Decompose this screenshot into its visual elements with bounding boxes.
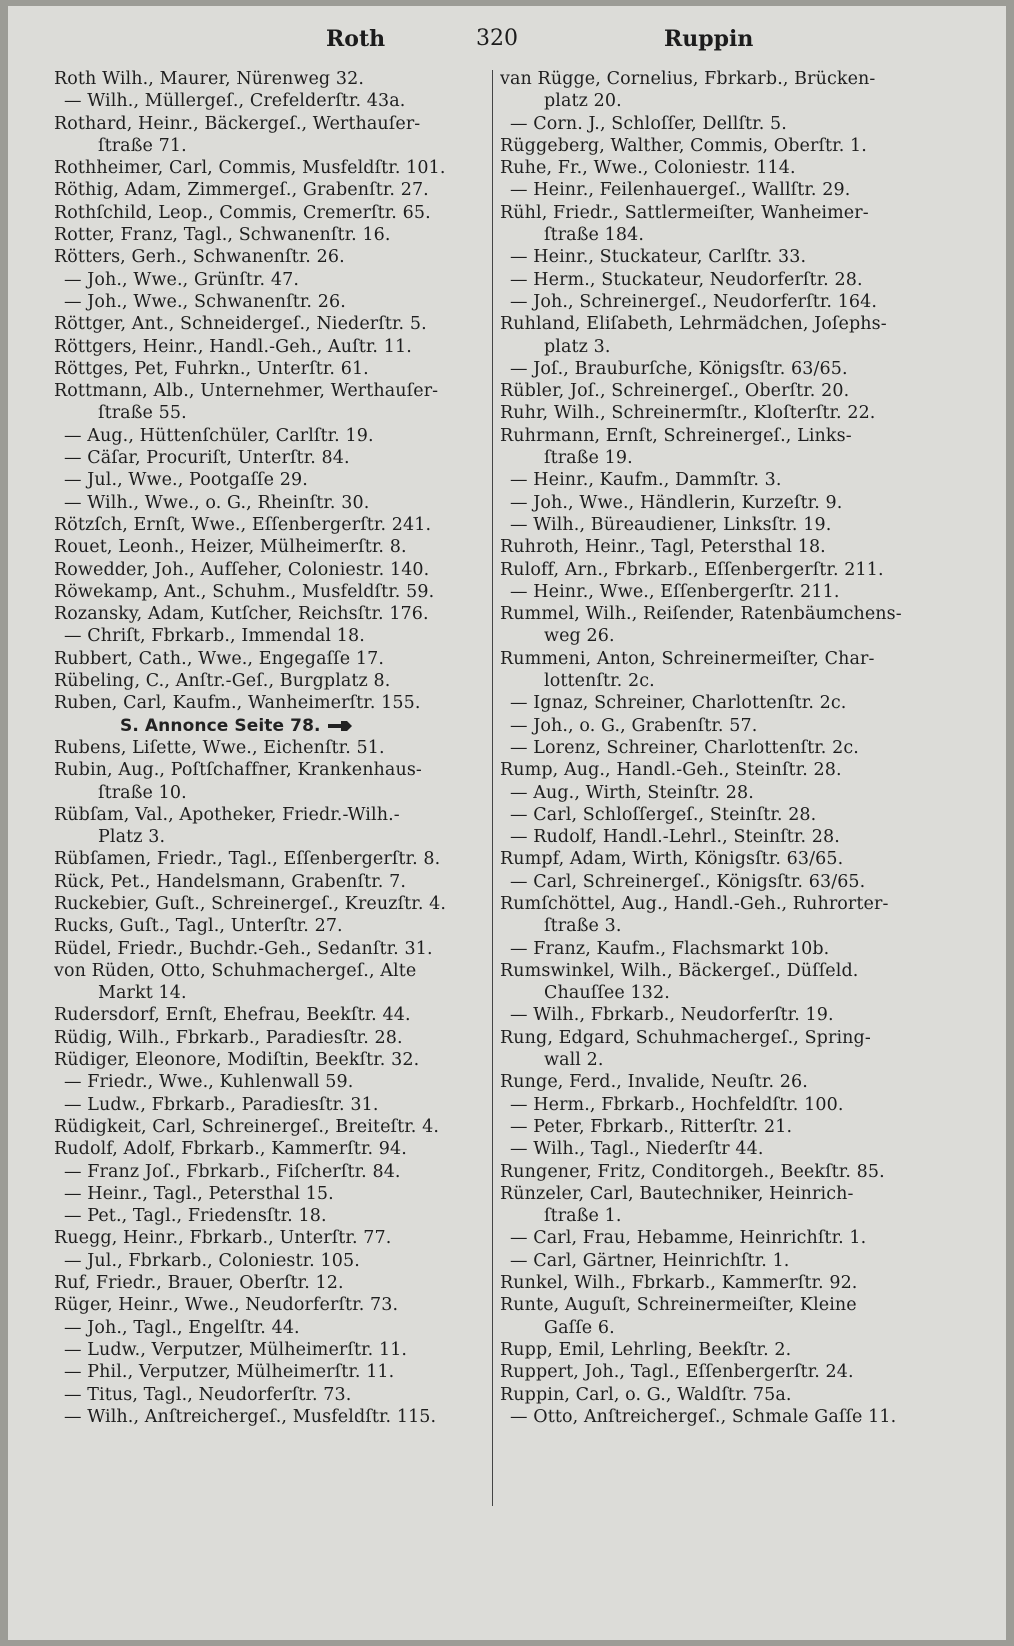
entry-text: Rubin, Aug., Poſtſchaffner, Krankenhaus-: [54, 760, 422, 781]
directory-entry: [54, 759, 494, 781]
directory-entry: [500, 402, 946, 424]
directory-entry: [500, 1250, 946, 1272]
directory-entry: [54, 179, 494, 201]
entry-text: — Heinr., Stuckateur, Carlſtr. 33.: [510, 247, 807, 268]
entry-text: platz 20.: [544, 91, 622, 112]
entry-text: Rubens, Liſette, Wwe., Eichenſtr. 51.: [54, 737, 385, 758]
entry-text: — Joſ., Brauburſche, Königsſtr. 63/65.: [510, 358, 848, 379]
directory-entry: [500, 982, 946, 1004]
entry-text: — Titus, Tagl., Neudorferſtr. 73.: [64, 1384, 352, 1405]
entry-text: weg 26.: [544, 626, 615, 647]
directory-entry: [54, 737, 494, 759]
directory-entry: [500, 1049, 946, 1071]
entry-text: Rothard, Heinr., Bäckergeſ., Werthauſer-: [54, 113, 421, 134]
directory-entry: [54, 135, 494, 157]
directory-entry: [500, 1406, 946, 1428]
entry-text: ſtraße 3.: [544, 916, 622, 937]
directory-entry: [500, 313, 946, 335]
entry-text: — Wilh., Müllergeſ., Crefelderſtr. 43a.: [64, 91, 406, 112]
directory-entry: [54, 514, 494, 536]
entry-text: — Herm., Stuckateur, Neudorferſtr. 28.: [510, 269, 863, 290]
directory-entry: [54, 915, 494, 937]
entry-text: Rummel, Wilh., Reiſender, Ratenbäumchens-: [500, 604, 902, 625]
directory-entry: [54, 224, 494, 246]
entry-text: Rudersdorf, Ernſt, Ehefrau, Beekſtr. 44.: [54, 1005, 411, 1026]
entry-text: Rübſam, Val., Apotheker, Friedr.-Wilh.-: [54, 804, 400, 825]
directory-entry: [500, 224, 946, 246]
directory-entry: [500, 603, 946, 625]
directory-entry: [500, 625, 946, 647]
directory-entry: [54, 826, 494, 848]
directory-entry: [54, 1406, 494, 1428]
entry-text: Röttgers, Heinr., Handl.-Geh., Auſtr. 11.: [54, 336, 412, 357]
entry-text: Chauſſee 132.: [544, 983, 670, 1004]
entry-text: ſtraße 184.: [544, 225, 644, 246]
entry-text: Rück, Pet., Handelsmann, Grabenſtr. 7.: [54, 871, 407, 892]
entry-text: — Lorenz, Schreiner, Charlottenſtr. 2c.: [510, 737, 859, 758]
entry-text: lottenſtr. 2c.: [544, 671, 655, 692]
directory-entry: [500, 1384, 946, 1406]
directory-entry: [54, 1161, 494, 1183]
directory-entry: [54, 1250, 494, 1272]
directory-entry: [54, 848, 494, 870]
directory-entry: [54, 402, 494, 424]
directory-entry: [54, 1272, 494, 1294]
entry-text: Rotter, Franz, Tagl., Schwanenſtr. 16.: [54, 225, 391, 246]
entry-text: Rothſchild, Leop., Commis, Cremerſtr. 65.: [54, 202, 431, 223]
entry-text: Rupp, Emil, Lehrling, Beekſtr. 2.: [500, 1339, 792, 1360]
directory-entry: [54, 336, 494, 358]
entry-text: Rüdiger, Eleonore, Modiſtin, Beekſtr. 32.: [54, 1050, 420, 1071]
directory-entry: [54, 1071, 494, 1093]
directory-entry: [500, 782, 946, 804]
directory-entry: [500, 135, 946, 157]
directory-entry: [500, 380, 946, 402]
directory-entry: [54, 269, 494, 291]
entry-text: Ruhe, Fr., Wwe., Coloniestr. 114.: [500, 158, 796, 179]
directory-entry: [54, 1361, 494, 1383]
entry-text: — Chriſt, Fbrkarb., Immendal 18.: [64, 626, 365, 647]
directory-entry: [54, 625, 494, 647]
entry-text: Rumswinkel, Wilh., Bäckergeſ., Düſſeld.: [500, 960, 859, 981]
directory-entry: [500, 848, 946, 870]
entry-text: Ruben, Carl, Kaufm., Wanheimerſtr. 155.: [54, 693, 421, 714]
directory-entry: [500, 1339, 946, 1361]
entry-text: Ruloff, Arn., Fbrkarb., Eſſenbergerſtr. 211.: [500, 559, 884, 580]
directory-entry: [54, 425, 494, 447]
entry-text: — Franz, Kaufm., Flachsmarkt 10b.: [510, 938, 830, 959]
entry-text: — Corn. J., Schloſſer, Dellſtr. 5.: [510, 113, 787, 134]
directory-entry: [54, 648, 494, 670]
directory-entry: [500, 1094, 946, 1116]
entry-text: — Aug., Wirth, Steinſtr. 28.: [510, 782, 754, 803]
entry-text: — Franz Joſ., Fbrkarb., Fiſcherſtr. 84.: [64, 1161, 401, 1182]
directory-entry: [500, 514, 946, 536]
entry-text: Rudolf, Adolf, Fbrkarb., Kammerſtr. 94.: [54, 1139, 407, 1160]
directory-entry: [54, 447, 494, 469]
entry-text: Runkel, Wilh., Fbrkarb., Kammerſtr. 92.: [500, 1273, 858, 1294]
entry-text: — Friedr., Wwe., Kuhlenwall 59.: [64, 1072, 354, 1093]
directory-entry: [500, 425, 946, 447]
entry-text: — Wilh., Fbrkarb., Neudorferſtr. 19.: [510, 1005, 834, 1026]
entry-text: Rung, Edgard, Schuhmachergeſ., Spring-: [500, 1027, 871, 1048]
entry-text: — Joh., Wwe., Schwanenſtr. 26.: [64, 291, 346, 312]
entry-text: ſtraße 71.: [98, 135, 187, 156]
entry-text: Rungener, Fritz, Conditorgeh., Beekſtr. 85.: [500, 1161, 885, 1182]
directory-entry: [54, 1004, 494, 1026]
directory-entry: [54, 1116, 494, 1138]
directory-entry: [500, 826, 946, 848]
entry-text: — Heinr., Feilenhauergeſ., Wallſtr. 29.: [510, 180, 851, 201]
directory-entry: [54, 1294, 494, 1316]
directory-entry: [500, 269, 946, 291]
left-column: [54, 68, 494, 1428]
directory-entry: [54, 1384, 494, 1406]
entry-text: ſtraße 1.: [544, 1206, 622, 1227]
entry-text: ſtraße 55.: [98, 403, 187, 424]
directory-entry: [54, 1339, 494, 1361]
directory-entry: [54, 559, 494, 581]
directory-entry: [54, 1317, 494, 1339]
directory-entry: [54, 68, 494, 90]
entry-text: — Wilh., Tagl., Niederſtr 44.: [510, 1139, 764, 1160]
entry-text: Röthig, Adam, Zimmergeſ., Grabenſtr. 27.: [54, 180, 429, 201]
directory-entry: [500, 358, 946, 380]
directory-entry: [500, 1071, 946, 1093]
directory-entry: [54, 313, 494, 335]
entry-text: — Joh., Wwe., Händlerin, Kurzeſtr. 9.: [510, 492, 843, 513]
entry-text: — Joh., o. G., Grabenſtr. 57.: [510, 715, 758, 736]
entry-text: Rump, Aug., Handl.-Geh., Steinſtr. 28.: [500, 760, 842, 781]
directory-entry: [500, 202, 946, 224]
entry-text: Runge, Ferd., Invalide, Neuſtr. 26.: [500, 1072, 808, 1093]
entry-text: S. Annonce Seite 78.: [120, 715, 321, 736]
directory-entry: [500, 871, 946, 893]
entry-text: Röwekamp, Ant., Schuhm., Musfeldſtr. 59.: [54, 581, 435, 602]
directory-entry: [500, 1272, 946, 1294]
entry-text: Rünzeler, Carl, Bautechniker, Heinrich-: [500, 1183, 854, 1204]
entry-text: — Wilh., Anſtreichergeſ., Musfeldſtr. 115.: [64, 1406, 437, 1427]
directory-entry: [54, 1183, 494, 1205]
directory-entry: [500, 336, 946, 358]
entry-text: — Ignaz, Schreiner, Charlottenſtr. 2c.: [510, 693, 847, 714]
entry-text: — Herm., Fbrkarb., Hochfeldſtr. 100.: [510, 1094, 844, 1115]
entry-text: van Rügge, Cornelius, Fbrkarb., Brücken-: [500, 69, 876, 89]
entry-text: Platz 3.: [98, 827, 166, 848]
entry-text: Ruhrmann, Ernſt, Schreinergeſ., Links-: [500, 425, 852, 446]
entry-text: — Peter, Fbrkarb., Ritterſtr. 21.: [510, 1116, 793, 1137]
entry-text: Runte, Auguſt, Schreinermeiſter, Kleine: [500, 1295, 857, 1316]
directory-entry: [500, 581, 946, 603]
entry-text: Rötters, Gerh., Schwanenſtr. 26.: [54, 247, 345, 268]
pointing-hand-icon: [327, 719, 353, 733]
directory-entry: [500, 692, 946, 714]
directory-entry: [500, 291, 946, 313]
entry-text: — Heinr., Wwe., Eſſenbergerſtr. 211.: [510, 581, 840, 602]
entry-text: Rowedder, Joh., Aufſeher, Coloniestr. 140.: [54, 559, 430, 580]
directory-entry: [54, 358, 494, 380]
directory-entry: [500, 492, 946, 514]
entry-text: Rumſchöttel, Aug., Handl.-Geh., Ruhrorter-: [500, 893, 889, 914]
directory-entry: [500, 938, 946, 960]
entry-text: — Joh., Wwe., Grünſtr. 47.: [64, 269, 299, 290]
entry-text: — Ludw., Fbrkarb., Paradiesſtr. 31.: [64, 1094, 379, 1115]
directory-entry: [500, 759, 946, 781]
directory-entry: [500, 1183, 946, 1205]
entry-text: — Pet., Tagl., Friedensſtr. 18.: [64, 1206, 327, 1227]
directory-entry: [500, 893, 946, 915]
directory-entry: [500, 804, 946, 826]
entry-text: Rozansky, Adam, Kutſcher, Reichsſtr. 176.: [54, 604, 429, 625]
entry-text: Rüdel, Friedr., Buchdr.-Geh., Sedanſtr. 31.: [54, 938, 433, 959]
directory-entry: [500, 737, 946, 759]
directory-entry: [500, 179, 946, 201]
entry-text: Rübſamen, Friedr., Tagl., Eſſenbergerſtr. 8.: [54, 849, 441, 870]
entry-text: Ruppert, Joh., Tagl., Eſſenbergerſtr. 24.: [500, 1362, 854, 1383]
entry-text: — Carl, Gärtner, Heinrichſtr. 1.: [510, 1250, 790, 1271]
entry-text: Ruhland, Eliſabeth, Lehrmädchen, Joſephs-: [500, 314, 887, 335]
entry-text: Markt 14.: [98, 983, 187, 1004]
directory-entry: [500, 536, 946, 558]
entry-text: platz 3.: [544, 336, 611, 357]
entry-text: Rumpf, Adam, Wirth, Königsſtr. 63/65.: [500, 849, 844, 870]
directory-entry: [54, 202, 494, 224]
header-right-keyword: Ruppin: [664, 26, 754, 52]
directory-entry: [54, 157, 494, 179]
entry-text: Rüggeberg, Walther, Commis, Oberſtr. 1.: [500, 135, 867, 156]
directory-entry: [54, 1138, 494, 1160]
directory-entry: [500, 960, 946, 982]
directory-entry: [500, 157, 946, 179]
entry-text: Rummeni, Anton, Schreinermeiſter, Char-: [500, 648, 875, 669]
directory-entry: [500, 1138, 946, 1160]
entry-text: Rubbert, Cath., Wwe., Engegaſſe 17.: [54, 648, 385, 669]
directory-entry: [500, 469, 946, 491]
directory-entry: [500, 1227, 946, 1249]
entry-text: wall 2.: [544, 1050, 604, 1071]
directory-entry: [54, 1094, 494, 1116]
entry-text: Ruegg, Heinr., Fbrkarb., Unterſtr. 77.: [54, 1228, 392, 1249]
entry-text: Rucks, Guſt., Tagl., Unterſtr. 27.: [54, 916, 343, 937]
entry-text: — Aug., Hüttenſchüler, Carlſtr. 19.: [64, 425, 374, 446]
entry-text: Ruhroth, Heinr., Tagl, Petersthal 18.: [500, 537, 826, 558]
directory-entry: [54, 1205, 494, 1227]
directory-entry: [54, 1227, 494, 1249]
entry-text: Roth Wilh., Maurer, Nürenweg 32.: [54, 69, 365, 89]
directory-entry: [54, 1027, 494, 1049]
entry-text: von Rüden, Otto, Schuhmachergeſ., Alte: [54, 960, 417, 981]
directory-entry: [500, 447, 946, 469]
entry-text: — Carl, Frau, Hebamme, Heinrichſtr. 1.: [510, 1228, 867, 1249]
directory-entry: [54, 871, 494, 893]
directory-entry: [54, 603, 494, 625]
entry-text: Rötzſch, Ernſt, Wwe., Eſſenbergerſtr. 241.: [54, 514, 432, 535]
directory-entry: [500, 1027, 946, 1049]
entry-text: — Jul., Wwe., Pootgaſſe 29.: [64, 470, 308, 491]
directory-entry: [54, 581, 494, 603]
directory-entry: [500, 1161, 946, 1183]
directory-page: [8, 6, 1006, 1640]
directory-entry: [54, 536, 494, 558]
entry-text: — Heinr., Tagl., Petersthal 15.: [64, 1183, 334, 1204]
directory-entry: [500, 90, 946, 112]
entry-text: Rübler, Joſ., Schreinergeſ., Oberſtr. 20.: [500, 381, 850, 402]
entry-text: — Phil., Verputzer, Mülheimerſtr. 11.: [64, 1362, 395, 1383]
page-number: 320: [476, 26, 518, 51]
directory-entry: [54, 492, 494, 514]
entry-text: Rüdig, Wilh., Fbrkarb., Paradiesſtr. 28.: [54, 1027, 403, 1048]
entry-text: — Carl, Schreinergeſ., Königsſtr. 63/65.: [510, 871, 866, 892]
header-left-keyword: Roth: [326, 26, 386, 52]
entry-text: — Wilh., Wwe., o. G., Rheinſtr. 30.: [64, 492, 370, 513]
directory-entry: [54, 113, 494, 135]
entry-text: Rühl, Friedr., Sattlermeiſter, Wanheimer-: [500, 202, 869, 223]
directory-entry: [54, 670, 494, 692]
right-column: [500, 68, 946, 1428]
entry-text: — Wilh., Büreaudiener, Linksſtr. 19.: [510, 514, 832, 535]
entry-text: — Heinr., Kaufm., Dammſtr. 3.: [510, 470, 782, 491]
directory-entry: [500, 1361, 946, 1383]
directory-entry: [54, 692, 494, 714]
entry-text: Rüdigkeit, Carl, Schreinergeſ., Breiteſtr. 4.: [54, 1116, 440, 1137]
entry-text: Rouet, Leonh., Heizer, Mülheimerſtr. 8.: [54, 537, 407, 558]
directory-entry: [500, 1294, 946, 1316]
entry-text: ſtraße 19.: [544, 448, 633, 469]
entry-text: — Otto, Anſtreichergeſ., Schmale Gaſſe 11.: [510, 1406, 897, 1427]
entry-text: — Jul., Fbrkarb., Coloniestr. 105.: [64, 1250, 360, 1271]
directory-entry: [54, 804, 494, 826]
entry-text: Rübeling, C., Anſtr.-Geſ., Burgplatz 8.: [54, 671, 391, 692]
directory-entry: [500, 246, 946, 268]
annonce-reference: [54, 715, 494, 737]
entry-text: Röttger, Ant., Schneidergeſ., Niederſtr. 5.: [54, 314, 427, 335]
directory-entry: [500, 1205, 946, 1227]
directory-entry: [54, 960, 494, 982]
entry-text: Ruf, Friedr., Brauer, Oberſtr. 12.: [54, 1273, 344, 1294]
directory-entry: [54, 938, 494, 960]
directory-entry: [500, 1116, 946, 1138]
entry-text: Rüger, Heinr., Wwe., Neudorferſtr. 73.: [54, 1295, 399, 1316]
entry-text: — Carl, Schloſſergeſ., Steinſtr. 28.: [510, 804, 817, 825]
entry-text: — Joh., Tagl., Engelſtr. 44.: [64, 1317, 300, 1338]
page-header: [8, 20, 1006, 56]
entry-text: — Joh., Schreinergeſ., Neudorferſtr. 164.: [510, 291, 878, 312]
directory-entry: [54, 291, 494, 313]
entry-text: Rothheimer, Carl, Commis, Musfeldſtr. 101.: [54, 158, 446, 179]
directory-entry: [54, 1049, 494, 1071]
directory-entry: [54, 893, 494, 915]
entry-text: Ruppin, Carl, o. G., Waldſtr. 75a.: [500, 1384, 792, 1405]
entry-text: Ruckebier, Guſt., Schreinergeſ., Kreuzſtr. 4.: [54, 893, 447, 914]
directory-entry: [54, 246, 494, 268]
directory-entry: [500, 1317, 946, 1339]
entry-text: — Cäſar, Procuriſt, Unterſtr. 84.: [64, 448, 350, 469]
directory-entry: [54, 90, 494, 112]
directory-entry: [500, 715, 946, 737]
directory-entry: [500, 915, 946, 937]
directory-entry: [54, 982, 494, 1004]
directory-entry: [54, 380, 494, 402]
entry-text: Röttges, Pet, Fuhrkn., Unterſtr. 61.: [54, 358, 369, 379]
entry-text: — Rudolf, Handl.-Lehrl., Steinſtr. 28.: [510, 827, 840, 848]
directory-entry: [500, 670, 946, 692]
directory-entry: [500, 68, 946, 90]
directory-entry: [500, 559, 946, 581]
entry-text: — Ludw., Verputzer, Mülheimerſtr. 11.: [64, 1339, 408, 1360]
entry-text: ſtraße 10.: [98, 782, 187, 803]
entry-text: Rottmann, Alb., Unternehmer, Werthauſer-: [54, 381, 439, 402]
entry-text: Ruhr, Wilh., Schreinermſtr., Kloſterſtr. 22.: [500, 403, 876, 424]
directory-entry: [54, 469, 494, 491]
entry-text: Gaſſe 6.: [544, 1317, 615, 1338]
directory-entry: [54, 782, 494, 804]
directory-entry: [500, 648, 946, 670]
directory-entry: [500, 1004, 946, 1026]
directory-entry: [500, 113, 946, 135]
